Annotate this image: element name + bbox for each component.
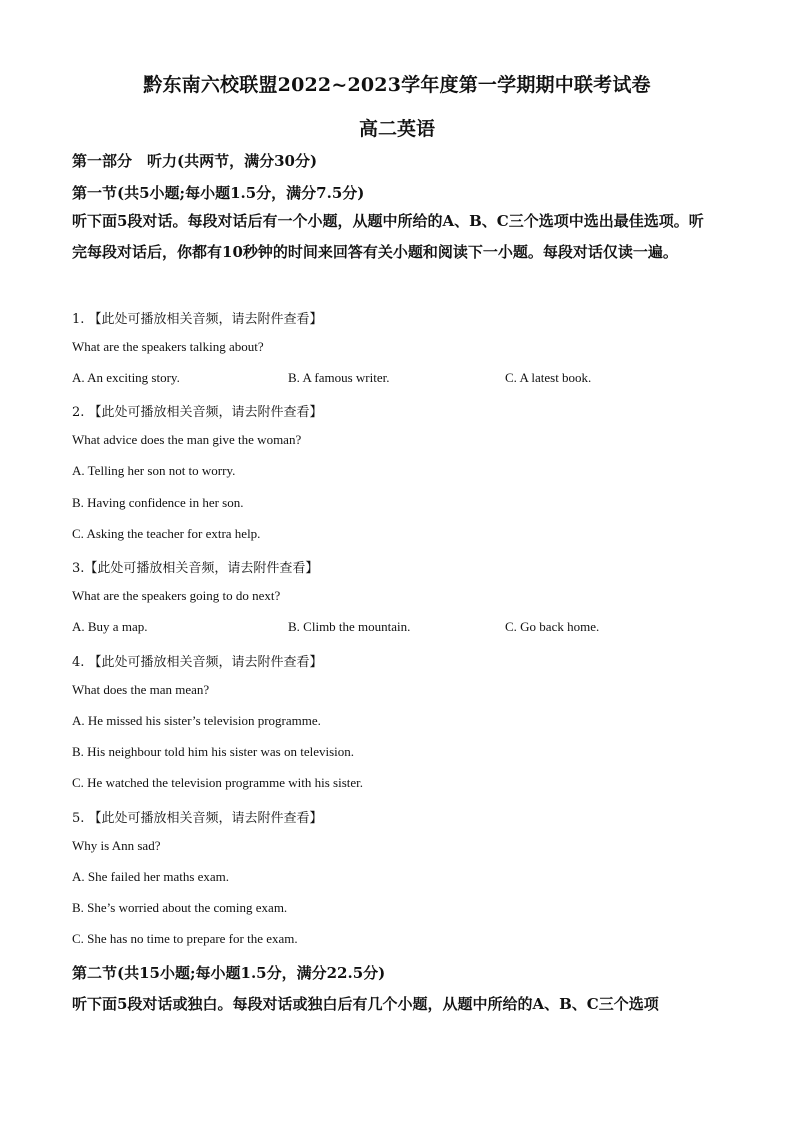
exam-title: 黔东南六校联盟2022~2023学年度第一学期期中联考试卷 [143, 74, 651, 96]
q5-stem: Why is Ann sad? [72, 838, 161, 853]
section1-instructions: 听下面5段对话。每段对话后有一个小题，从题中所给的A、B、C三个选项中选出最佳选项。听完每段对话后，你都有10秒钟的时间来回答有关小题和阅读下一小题。每段对话仅读一遍。 [72, 212, 704, 261]
q3-option-a: A. Buy a map. [72, 619, 148, 634]
q5-audio-link[interactable]: 5. 【此处可播放相关音频，请去附件查看】 [72, 811, 323, 826]
q3-stem: What are the speakers going to do next? [72, 588, 281, 603]
section2-heading: 第二节(共15小题;每小题1.5分，满分22.5分) [72, 964, 386, 982]
q1-option-a: A. An exciting story. [72, 370, 180, 385]
q3-audio-link[interactable]: 3.【此处可播放相关音频，请去附件查看】 [72, 561, 319, 576]
q4-option-b: B. His neighbour told him his sister was on television. [72, 744, 355, 759]
q1-option-c: C. A latest book. [505, 370, 592, 385]
part1-heading: 第一部分 听力(共两节，满分30分) [72, 152, 318, 170]
section1-heading: 第一节(共5小题;每小题1.5分，满分7.5分) [72, 184, 365, 202]
q5-option-c: C. She has no time to prepare for the exam. [72, 931, 298, 946]
q1-audio-link[interactable]: 1. 【此处可播放相关音频，请去附件查看】 [72, 312, 323, 327]
q2-option-a: A. Telling her son not to worry. [72, 463, 236, 478]
exam-subtitle: 高二英语 [358, 118, 435, 140]
section2-instructions: 听下面5段对话或独白。每段对话或独白后有几个小题，从题中所给的A、B、C三个选项 [72, 995, 659, 1013]
q2-audio-link[interactable]: 2. 【此处可播放相关音频，请去附件查看】 [72, 405, 323, 420]
q2-option-c: C. Asking the teacher for extra help. [72, 526, 261, 541]
q5-option-b: B. She’s worried about the coming exam. [72, 900, 288, 915]
q4-option-c: C. He watched the television programme with his sister. [72, 775, 363, 790]
q4-option-a: A. He missed his sister’s television programme. [72, 713, 321, 728]
q3-option-c: C. Go back home. [505, 619, 600, 634]
q1-option-b: B. A famous writer. [288, 370, 390, 385]
q1-stem: What are the speakers talking about? [72, 339, 264, 354]
q2-option-b: B. Having confidence in her son. [72, 495, 244, 510]
q3-option-b: B. Climb the mountain. [288, 619, 411, 634]
q2-stem: What advice does the man give the woman? [72, 432, 302, 447]
q4-audio-link[interactable]: 4. 【此处可播放相关音频，请去附件查看】 [72, 655, 323, 670]
q4-stem: What does the man mean? [72, 682, 210, 697]
q5-option-a: A. She failed her maths exam. [72, 869, 230, 884]
